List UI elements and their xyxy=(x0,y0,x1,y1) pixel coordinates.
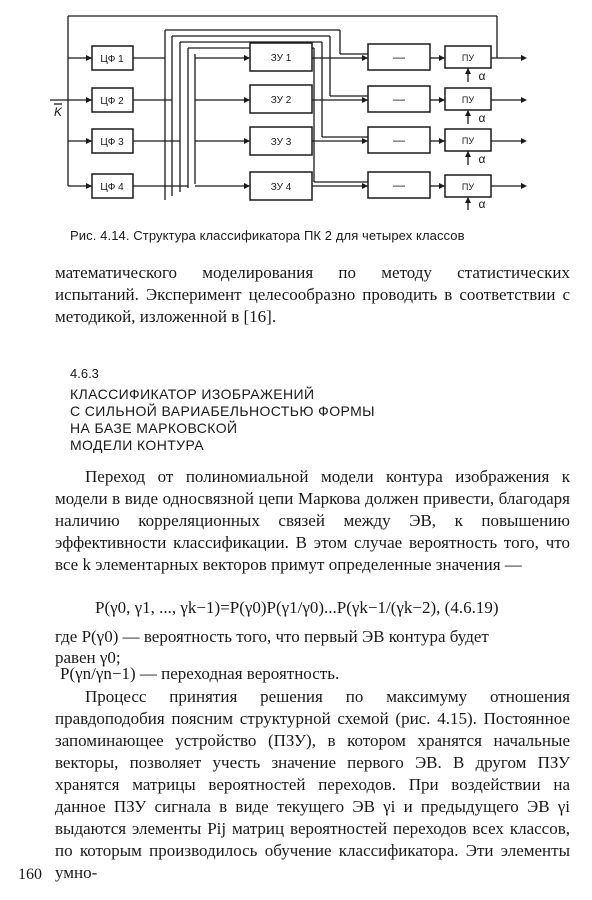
tsf-label-3: ЦФ 3 xyxy=(100,137,124,148)
subtractor-label-1: — xyxy=(393,50,405,64)
alpha-label-4: α xyxy=(478,197,486,211)
subtractor-label-2: — xyxy=(393,92,405,106)
tsf-label-1: ЦФ 1 xyxy=(100,54,124,65)
subtractor-label-4: — xyxy=(393,178,405,192)
formula-explanation-2: P(γn/γn−1) — переходная вероятность. xyxy=(60,664,340,683)
section-title xyxy=(70,386,430,454)
classifier-structure-diagram xyxy=(0,0,592,222)
subtractor-label-3: — xyxy=(393,133,405,147)
zu-label-1: ЗУ 1 xyxy=(270,53,292,64)
figure-caption: Рис. 4.14. Структура классификатора ПК 2 для четырех классов xyxy=(70,228,465,243)
zu-label-4: ЗУ 4 xyxy=(270,182,292,193)
pu-label-4: ПУ xyxy=(461,182,475,192)
section-title-line: МОДЕЛИ КОНТУРА xyxy=(70,437,204,453)
zu-label-2: ЗУ 2 xyxy=(270,95,292,106)
tsf-label-2: ЦФ 2 xyxy=(100,96,124,107)
section-title-line: С СИЛЬНОЙ ВАРИАБЕЛЬНОСТЬЮ ФОРМЫ xyxy=(70,403,375,419)
alpha-label-3: α xyxy=(478,152,486,166)
input-k-label: K xyxy=(53,105,63,119)
page-number: 160 xyxy=(18,866,42,883)
alpha-label-2: α xyxy=(478,111,486,125)
section-number: 4.6.3 xyxy=(70,366,99,381)
paragraph-markov-intro: Переход от полиномиальной модели контура изображения к модели в виде односвязной цепи Маркова должен привести, благодаря наличию корреляционных связей между ЭВ, к повышению эффективности классификации. В этом случае вероятность того, что все k элементарных векторов примут определенные значения — xyxy=(55,467,570,574)
pu-label-3: ПУ xyxy=(461,136,475,146)
pu-label-2: ПУ xyxy=(461,95,475,105)
section-title-line: КЛАССИФИКАТОР ИЗОБРАЖЕНИЙ xyxy=(70,386,315,402)
tsf-label-4: ЦФ 4 xyxy=(100,182,124,193)
alpha-label-1: α xyxy=(478,69,486,83)
formula-explanation-1b: равен γ0; xyxy=(55,648,121,667)
formula-4-6-19: P(γ0, γ1, ..., γk−1)=P(γ0)P(γ1/γ0)...P(γk−1/(γk−2), (4.6.19) xyxy=(95,598,499,617)
paragraph-decision-process: Процесс принятия решения по максимуму отношения правдоподобия поясним структурной схемой (рис. 4.15). Постоянное запоминающее устройство (ПЗУ), в котором хранятся начальные векторы, позволяет учесть значение первого ЭВ. В другом ПЗУ хранятся матрицы вероятностей переходов. При воздействии на данное ПЗУ сигнала в виде текущего ЭВ γi и предыдущего ЭВ γi выдаются элементы Pij матриц вероятностей переходов всех классов, по которым производилось обучение классификатора. Эти элементы умно- xyxy=(55,687,570,882)
section-title-line: НА БАЗЕ МАРКОВСКОЙ xyxy=(70,420,238,436)
zu-label-3: ЗУ 3 xyxy=(270,137,292,148)
paragraph-continuation: математического моделирования по методу статистических испытаний. Эксперимент целесообразно проводить в соответствии с методикой, изложенной в [16]. xyxy=(55,263,570,326)
pu-label-1: ПУ xyxy=(461,53,475,63)
formula-explanation-1: где P(γ0) — вероятность того, что первый ЭВ контура будет xyxy=(55,627,489,646)
